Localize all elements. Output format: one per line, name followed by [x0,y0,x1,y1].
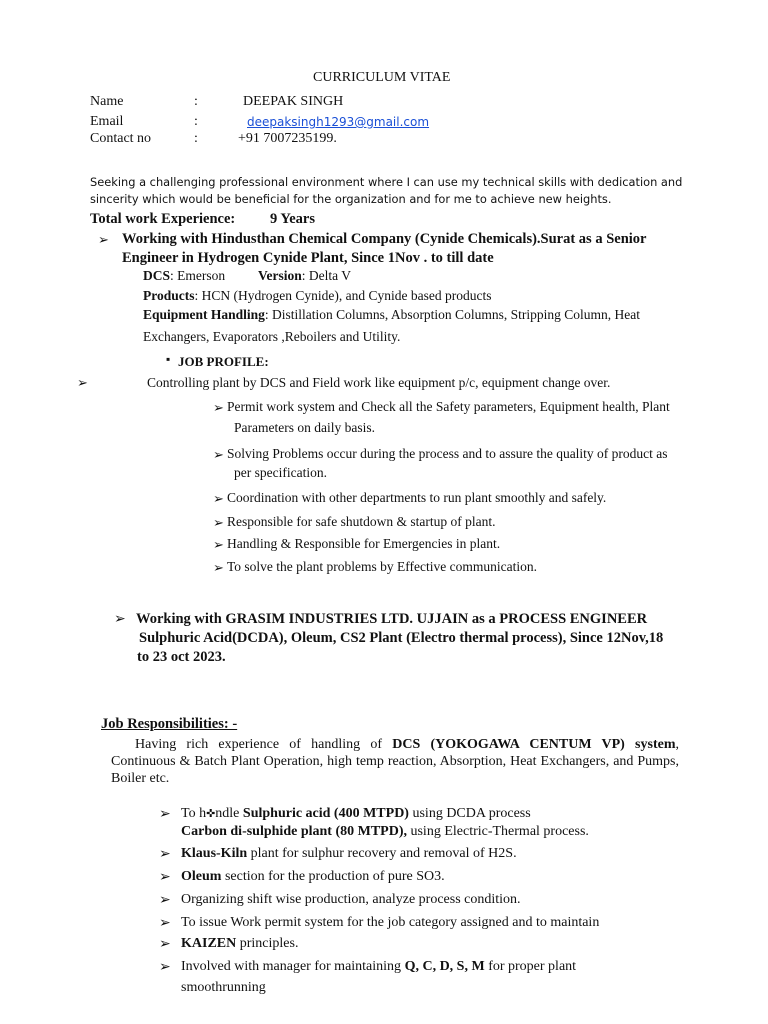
resp-item-1b-post: using Electric-Thermal process. [406,824,589,839]
total-experience-value: 9 Years [270,211,315,227]
profile-lead-arrow-icon: ➢ [77,375,88,390]
profile-item-3-line-1: Coordination with other departments to run plant smoothly and safely. [227,490,607,505]
resp-item-1-pre: To h [181,806,207,821]
job1-title-line-2: Engineer in Hydrogen Cynide Plant, Since 1Nov . to till date [122,250,494,266]
phone-value: +91 7007235199. [238,131,337,146]
resp-item-3-post: section for the production of pure SO3. [221,869,445,884]
email-label: Email [90,114,124,129]
intro-pre: Having rich experience of handling of [135,737,393,752]
equipment-label: Equipment Handling [143,307,265,322]
page-title: CURRICULUM VITAE [313,70,451,85]
resp-item-1-arrow-icon: ➢ [159,807,171,822]
resp-item-7-bold: Q, C, D, S, M [404,959,485,974]
job2-title-line-2: Sulphuric Acid(DCDA), Oleum, CS2 Plant (Electro thermal process), Since 12Nov,18 [139,630,664,646]
resp-item-4: Organizing shift wise production, analyze process condition. [181,892,521,907]
name-separator: : [194,94,198,109]
resp-item-7-line-2: smoothrunning [181,980,266,995]
profile-item-6-line-1: To solve the plant problems by Effective communication. [227,559,537,574]
resp-item-4-arrow-icon: ➢ [159,893,171,908]
profile-item-1-arrow-icon: ➢ [213,400,224,415]
profile-item-3-arrow-icon: ➢ [213,491,224,506]
job-profile-heading: JOB PROFILE: [178,354,269,369]
email-link[interactable]: deepaksingh1293@gmail.com [247,115,430,129]
version-value: : Delta V [301,268,352,283]
resp-item-5: To issue Work permit system for the job category assigned and to maintain [181,915,600,930]
profile-item-4-arrow-icon: ➢ [213,515,224,530]
objective-line-1: Seeking a challenging professional environment where I can use my technical skills with dedication and [90,175,683,189]
profile-item-5-line-1: Handling & Responsible for Emergencies in plant. [227,536,501,551]
cross-glyph-icon: ✜ [206,807,216,820]
resp-item-7-arrow-icon: ➢ [159,960,171,975]
job2-title-line-1: Working with GRASIM INDUSTRIES LTD. UJJAIN as a PROCESS ENGINEER [136,611,648,627]
products-label: Products [143,288,195,303]
profile-lead-text: Controlling plant by DCS and Field work like equipment p/c, equipment change over. [147,375,611,390]
job2-title-line-3: to 23 oct 2023. [137,649,226,665]
resp-item-1-mid: ndle [215,806,243,821]
profile-item-2-line-2: per specification. [234,465,327,480]
resp-item-6-arrow-icon: ➢ [159,937,171,952]
resp-item-2 [181,846,517,862]
phone-separator: : [194,131,198,146]
responsibilities-heading: Job Responsibilities: - [101,716,238,732]
dcs-row [143,268,225,284]
responsibilities-intro [111,736,679,787]
dcs-value: : Emerson [170,268,226,283]
resp-item-1-bold: Sulphuric acid (400 MTPD) [242,806,409,821]
resp-item-3-arrow-icon: ➢ [159,870,171,885]
objective-line-2: sincerity which would be beneficial for the organization and for me to achieve new heights. [90,192,612,206]
resp-item-1 [181,806,531,822]
profile-item-6-arrow-icon: ➢ [213,560,224,575]
name-label: Name [90,94,124,109]
resp-item-1-post: using DCDA process [408,806,531,821]
resp-item-1b-bold: Carbon di-sulphide plant (80 MTPD), [181,824,407,839]
resp-item-1b [181,824,589,840]
version-label: Version [258,268,302,283]
equipment-line-2: Exchangers, Evaporators ,Reboilers and Utility. [143,329,401,344]
profile-item-2-line-1: Solving Problems occur during the process and to assure the quality of product as [227,446,668,461]
name-value: DEEPAK SINGH [243,94,344,109]
profile-item-4-line-1: Responsible for safe shutdown & startup of plant. [227,514,496,529]
job1-title-line-1: Working with Hindusthan Chemical Company (Cynide Chemicals).Surat as a Senior [122,231,647,247]
total-experience-label: Total work Experience: [90,211,236,227]
profile-bullet-icon: ▪ [166,352,171,366]
intro-dcs-bold: DCS (YOKOGAWA CENTUM VP) system [392,737,676,752]
job2-arrow-icon: ➢ [114,612,126,627]
resp-item-7 [181,959,576,975]
job1-chevron-icon: ➢ [98,232,109,247]
profile-item-1-line-2: Parameters on daily basis. [234,420,375,435]
products-value: : HCN (Hydrogen Cynide), and Cynide based products [194,288,492,303]
equipment-value: : Distillation Columns, Absorption Columns, Stripping Column, Heat [264,307,640,322]
resp-item-7-post: for proper plant [484,959,577,974]
resp-item-6-bold: KAIZEN [181,936,237,951]
resp-item-6-post: principles. [236,936,299,951]
products-row [143,288,491,304]
resp-item-2-post: plant for sulphur recovery and removal of H2S. [247,846,517,861]
profile-item-2-arrow-icon: ➢ [213,447,224,462]
intro-post: , Continuous & Batch Plant Operation, high temp reaction, Absorption, Heat Exchangers, and Pumps, Boiler etc. [111,737,679,786]
resp-item-3-bold: Oleum [181,869,222,884]
profile-item-1-line-1: Permit work system and Check all the Safety parameters, Equipment health, Plant [227,399,670,414]
resp-item-5-arrow-icon: ➢ [159,916,171,931]
email-separator: : [194,114,198,129]
phone-label: Contact no [90,131,152,146]
version-row [258,268,351,284]
resp-item-3 [181,869,445,885]
resp-item-2-bold: Klaus-Kiln [181,846,248,861]
dcs-label: DCS [143,268,171,283]
equipment-row [143,307,640,323]
resp-item-2-arrow-icon: ➢ [159,847,171,862]
resp-item-7-pre: Involved with manager for maintaining [181,959,405,974]
resp-item-6 [181,936,298,952]
profile-item-5-arrow-icon: ➢ [213,537,224,552]
